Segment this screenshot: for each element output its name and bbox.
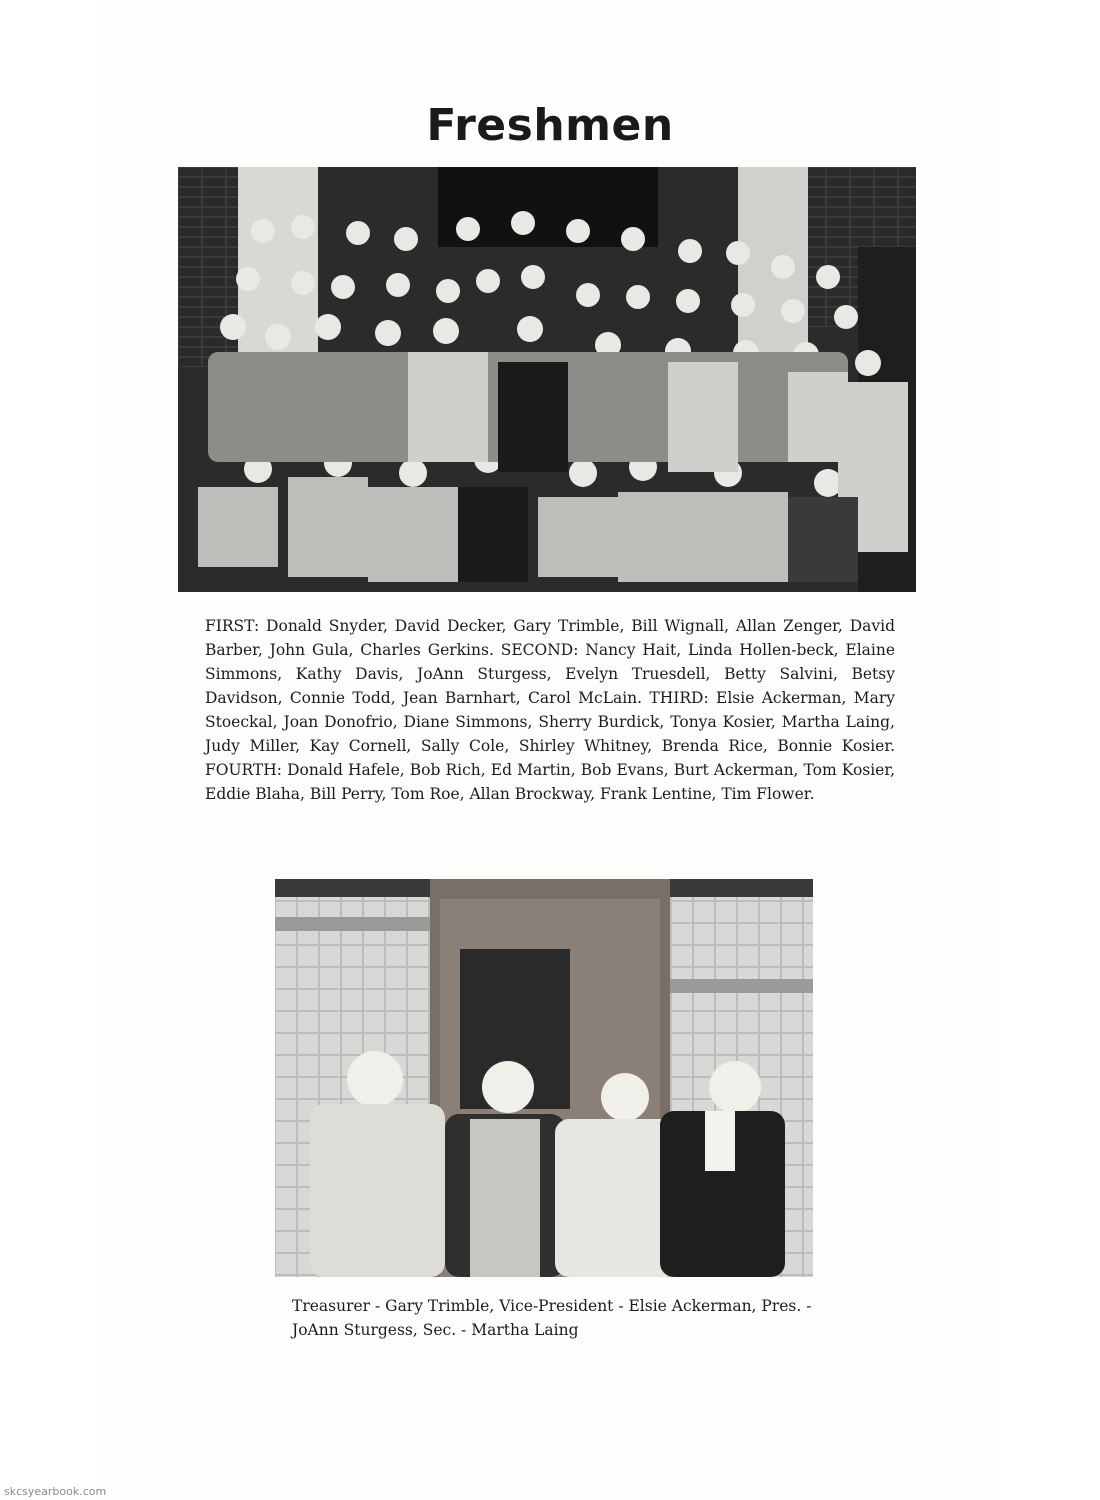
class-group-photo-graphic — [178, 167, 916, 592]
officers-photo — [275, 879, 813, 1277]
class-group-photo — [178, 167, 916, 592]
officers-photo-graphic — [275, 879, 813, 1277]
site-watermark: skcsyearbook.com — [4, 1485, 107, 1498]
page-title: Freshmen — [426, 100, 674, 151]
officers-photo-caption: Treasurer - Gary Trimble, Vice-President - Elsie Ackerman, Pres. - JoAnn Sturgess, Sec. - Martha Laing — [292, 1297, 812, 1339]
class-photo-caption: FIRST: Donald Snyder, David Decker, Gary Trimble, Bill Wignall, Allan Zenger, David Barber, John Gula, Charles Gerkins. SECOND: Nancy Hait, Linda Hollen-beck, Elaine Simmons, Kathy Davis, JoAnn Sturgess, Evelyn Truesdell, Betty Salvini, Betsy Davidson, Connie Todd, Jean Barnhart, Carol McLain. THIRD: Elsie Ackerman, Mary Stoeckal, Joan Donofrio, Diane Simmons, Sherry Burdick, Tonya Kosier, Martha Laing, Judy Miller, Kay Cornell, Sally Cole, Shirley Whitney, Brenda Rice, Bonnie Kosier. FOURTH: Donald Hafele, Bob Rich, Ed Martin, Bob Evans, Burt Ackerman, Tom Kosier, Eddie Blaha, Bill Perry, Tom Roe, Allan Brockway, Frank Lentine, Tim Flower. — [205, 617, 895, 803]
